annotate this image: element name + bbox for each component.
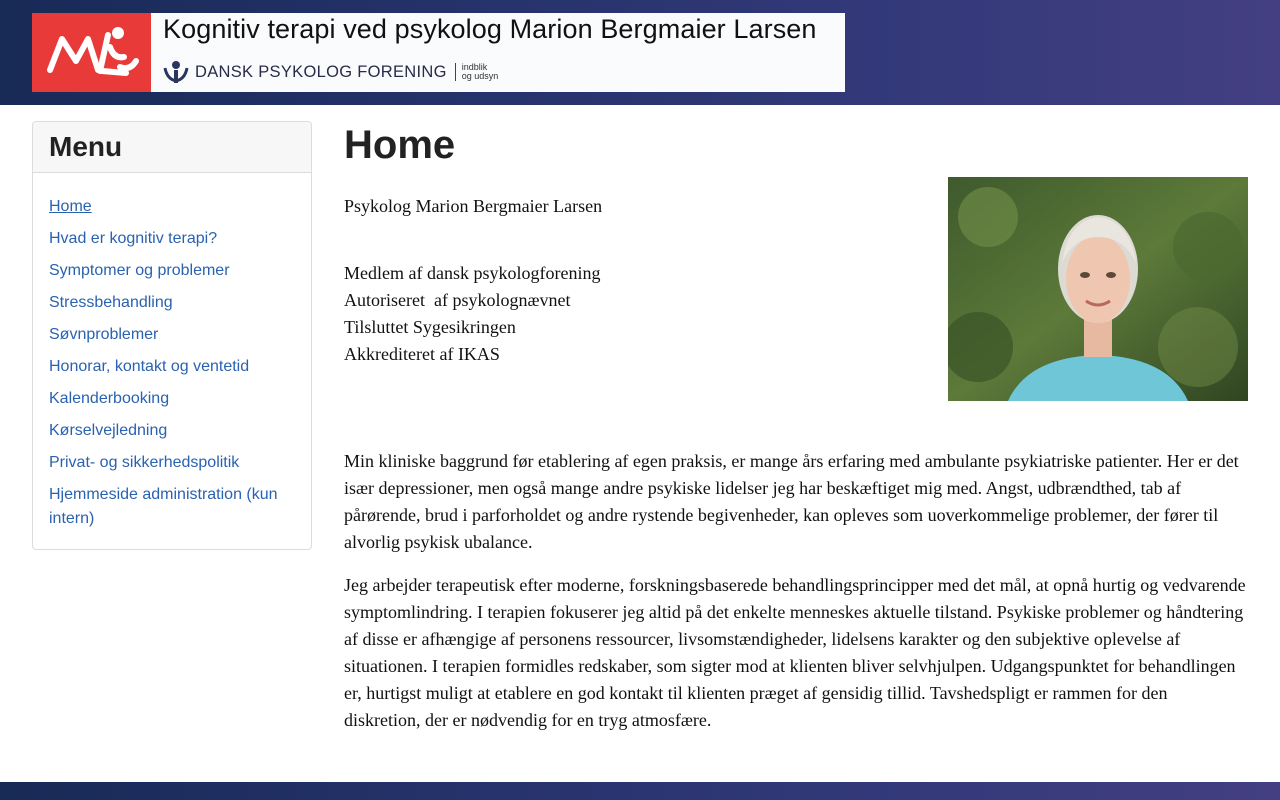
menu-item-admin[interactable]: Hjemmeside administration (kun intern) [49, 486, 278, 527]
menu-item-fees-contact[interactable]: Honorar, kontakt og ventetid [49, 358, 250, 375]
credential-item: Tilsluttet Sygesikringen [344, 317, 516, 337]
page-title: Home [344, 123, 456, 167]
banner-title: Kognitiv terapi ved psykolog Marion Bergmaier Larsen [163, 14, 817, 44]
ml-logo-icon [32, 13, 151, 92]
banner-text [151, 13, 845, 92]
tagline-line-2: og udsyn [461, 71, 499, 81]
menu-item-cognitive-therapy[interactable]: Hvad er kognitiv terapi? [49, 230, 218, 247]
body-paragraph-2: Jeg arbejder terapeutisk efter moderne, forskningsbaserede behandlingsprincipper med det mål, at opnå hurtig og vedvarende symptomlindring. I terapien fokuserer jeg altid på det enkelte menneskes aktuelle tilstand. Psykiske problemer og håndtering af disse er afhængige af personens ressourcer, livsomstændigheder, lidelsens karakter og den subjektive oplevelse af situationen. I terapien formidles redskaber, som sigter mod at klienten bliver selvhjulpen. Udgangspunktet for behandlingen er, hurtigst muligt at etablere en god kontakt til klienten præget af gensidig tillid. Tavshedspligt er rammen for den diskretion, der er nødvendig for en tryg atmosfære. [344, 575, 1246, 730]
sidebar-title: Menu [49, 131, 123, 162]
psychologist-portrait [948, 177, 1248, 401]
dpf-person-icon [163, 59, 189, 85]
menu-item-directions[interactable]: Kørselvejledning [49, 422, 168, 439]
sidebar-header [33, 122, 311, 173]
menu-item-sleep[interactable]: Søvnproblemer [49, 326, 159, 343]
menu-item-symptoms[interactable]: Symptomer og problemer [49, 262, 230, 279]
menu-item-home[interactable]: Home [49, 198, 92, 215]
sidebar-menu [32, 121, 312, 550]
credential-item: Autoriseret af psykolognævnet [344, 290, 571, 310]
association-divider [455, 63, 456, 81]
intro-name: Psykolog Marion Bergmaier Larsen [344, 196, 603, 216]
site-banner[interactable] [32, 13, 845, 92]
menu-item-privacy[interactable]: Privat- og sikkerhedspolitik [49, 454, 240, 471]
credential-item: Medlem af dansk psykologforening [344, 263, 601, 283]
body-paragraph-1: Min kliniske baggrund før etablering af egen praksis, er mange års erfaring med ambulante psykiatriske patienter. Her er det især depressioner, men også mange andre psykiske lidelser jeg har beskæftiget mig med. Angst, udbrændthed, tab af pårørende, brud i parforholdet og andre rystende begivenheder, kan opleves som uoverkommelige problemer, der fører til alvorlig psykisk ubalance. [344, 451, 1239, 552]
site-footer [0, 782, 1280, 800]
menu-list [33, 173, 311, 531]
main-content [344, 121, 1248, 730]
tagline-line-1: indblik [461, 62, 488, 72]
association-logo [163, 59, 498, 85]
menu-item-stress[interactable]: Stressbehandling [49, 294, 173, 311]
site-header [0, 0, 1280, 105]
credential-item: Akkrediteret af IKAS [344, 344, 500, 364]
menu-item-calendar-booking[interactable]: Kalenderbooking [49, 390, 170, 407]
association-name: DANSK PSYKOLOG FORENING [195, 62, 447, 81]
association-tagline [462, 63, 499, 81]
credentials-list [344, 260, 600, 368]
